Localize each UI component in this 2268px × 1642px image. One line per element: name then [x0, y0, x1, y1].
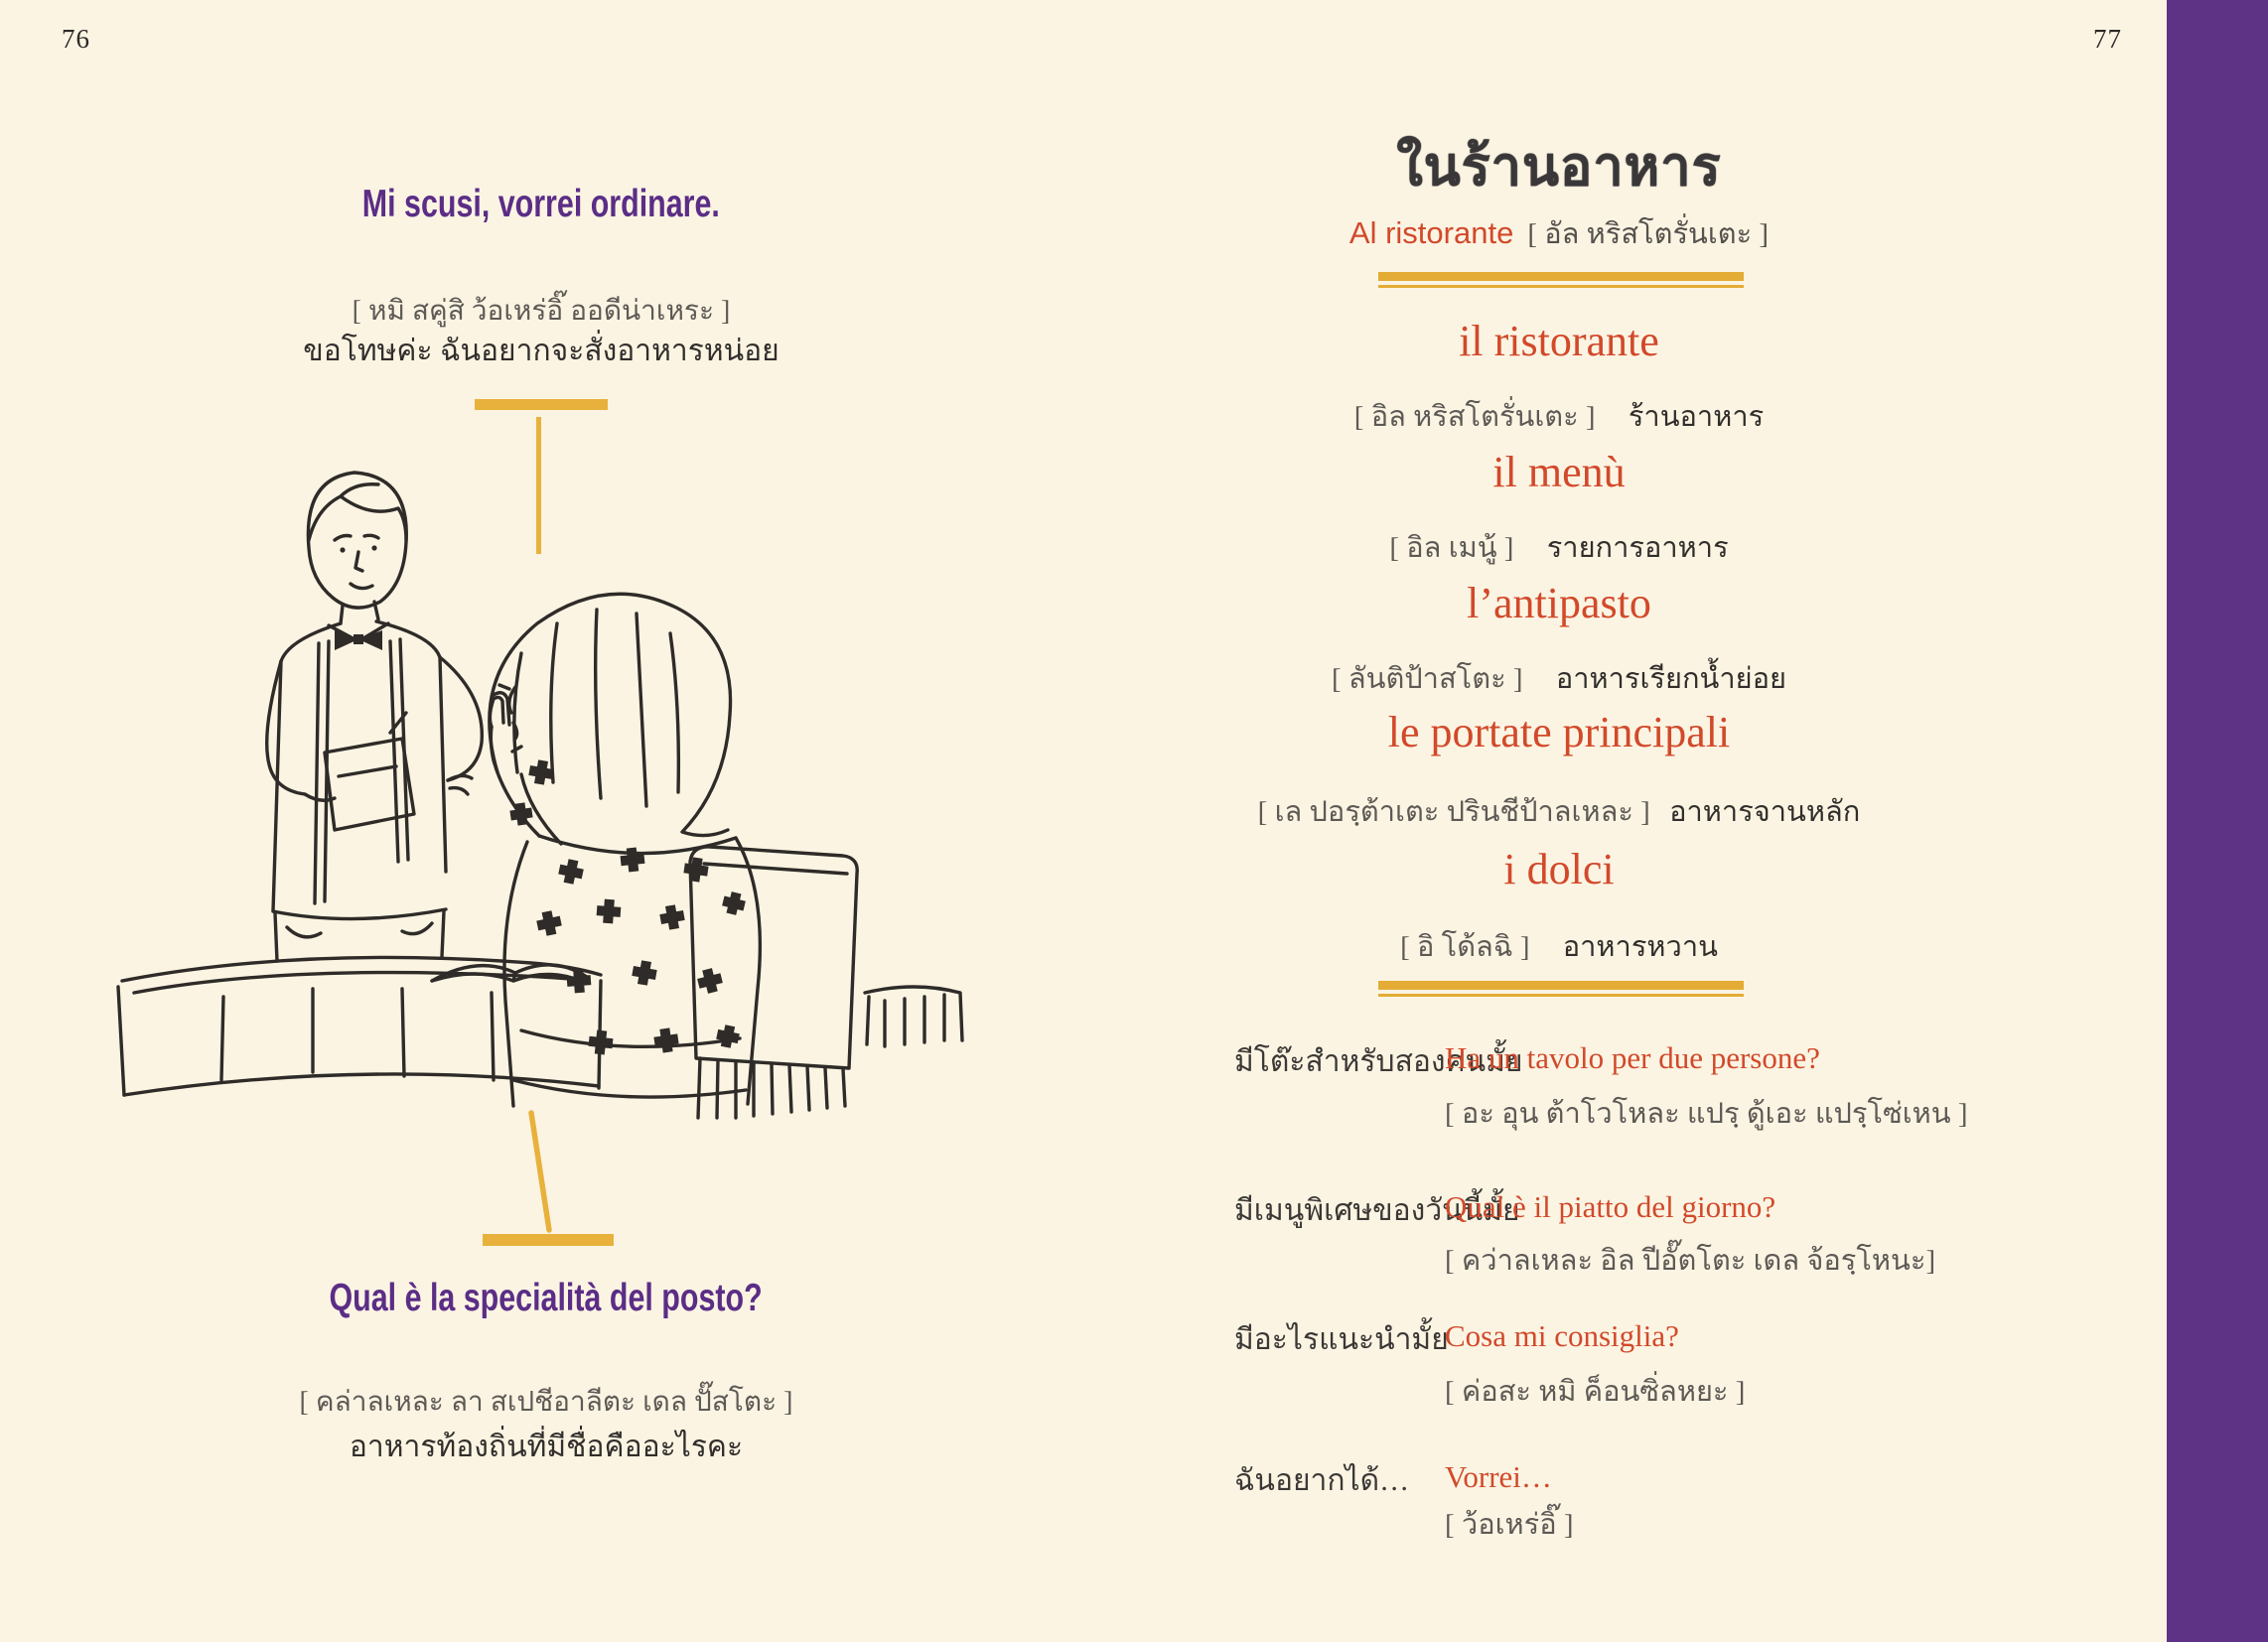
vocab-detail [1162, 524, 1956, 570]
vocab-detail [1162, 393, 1956, 439]
phrase-pronunciation: [ อะ อุน ต้าโวโหละ แปรฺ ดู้เอะ แปรฺโซ่เหน ] [1445, 1098, 1968, 1130]
phrase-pronunciation: [ ค่อสะ หมิ ค็อนซิ่ลหยะ ] [1445, 1376, 1746, 1408]
vocab-pronunciation: [ ลันติป้าสโตะ ] [1331, 663, 1523, 695]
dialog-bottom-thai: อาหารท้องถิ่นที่มีชื่อคืออะไรคะ [349, 1431, 744, 1463]
rule-thick-line [1378, 981, 1744, 990]
rule-thick-line [1378, 272, 1744, 281]
vocab-pronunciation: [ อิล หริสโตรั่นเตะ ] [1353, 401, 1596, 433]
table-drawing [118, 957, 601, 1095]
section-rule-top [1378, 272, 1744, 292]
illustration-waiter-customer [104, 445, 968, 1120]
vocab-thai-meaning: อาหารจานหลัก [1669, 796, 1861, 828]
vocab-pronunciation: [ อิล เมนู้ ] [1389, 532, 1514, 564]
blouse-cross-pattern [509, 758, 748, 1055]
vocab-detail [1162, 788, 1956, 834]
vocab-thai-meaning: อาหารเรียกน้ำย่อย [1555, 663, 1787, 695]
spine-band [2167, 0, 2268, 1642]
dialog-top-pronunciation: [ หมิ สคู่สิ ว้อเหร่อิ๊ ออดีน่าเหระ ] [352, 296, 731, 327]
phrase-italian: Vorrei… [1445, 1459, 1552, 1494]
vocab-word: il ristorante [1459, 317, 1659, 365]
vocab-word: le portate principali [1387, 708, 1731, 756]
phrase-thai: มีอะไรแนะนำมั้ย [1234, 1323, 1449, 1356]
chapter-subtitle-pronunciation: [ อัล หริสโตรั่นเตะ ] [1527, 218, 1770, 250]
vocab-detail [1162, 655, 1956, 701]
chapter-title [1162, 123, 1956, 208]
chapter-title-thai: ในร้านอาหาร [1396, 135, 1722, 198]
chapter-subtitle [1162, 210, 1956, 256]
page-number-left: 76 [62, 24, 90, 54]
chair-drawing [690, 847, 962, 1118]
dialog-bottom-italian-heading [144, 1277, 948, 1320]
dialog-top-italian-text: Mi scusi, vorrei ordinare. [361, 183, 721, 225]
dialog-bottom-italian-text: Qual è la specialità del posto? [329, 1277, 764, 1319]
phrase-italian: Ha un tavolo per due persone? [1445, 1040, 1820, 1075]
phrase-thai: ฉันอยากได้… [1234, 1464, 1410, 1497]
section-rule-bottom [1378, 981, 1744, 1001]
vocab-word: il menù [1492, 448, 1626, 496]
vocab-thai-meaning: รายการอาหาร [1546, 532, 1729, 564]
vocab-pronunciation: [ อิ โด้ลฉิ ] [1400, 931, 1530, 963]
vocab-word: l’antipasto [1467, 579, 1651, 627]
illustration-svg [104, 445, 968, 1120]
vocab-thai-meaning: ร้านอาหาร [1628, 401, 1765, 433]
rule-thin-line [1378, 285, 1744, 288]
chapter-subtitle-italian: Al ristorante [1348, 215, 1514, 250]
phrase-thai: มีเมนูพิเศษของวันนี้มั้ย [1234, 1194, 1520, 1227]
phrase-pronunciation: [ คว่าลเหละ อิล ปีอั๊ตโตะ เดล จ้อรฺโหนะ] [1445, 1245, 1936, 1277]
dialog-bottom-pronunciation: [ คล่าลเหละ ลา สเปชีอาลีตะ เดล ปั๊สโตะ ] [299, 1387, 793, 1418]
page-number-right: 77 [2093, 24, 2122, 54]
phrase-italian: Qual è il piatto del giorno? [1445, 1189, 1776, 1224]
speech-pointer-bar-top [475, 399, 608, 410]
phrase-pronunciation: [ ว้อเหร่อิ๊ ] [1445, 1509, 1574, 1541]
vocab-detail [1162, 923, 1956, 969]
speech-pointer-bar-bottom [483, 1234, 614, 1246]
vocab-word: i dolci [1503, 845, 1615, 893]
vocab-pronunciation: [ เล ปอรฺต้าเตะ ปรินชีป้าลเหละ ] [1257, 796, 1650, 828]
phrase-italian: Cosa mi consiglia? [1445, 1318, 1679, 1353]
customer-drawing [490, 594, 761, 1106]
rule-thin-line [1378, 994, 1744, 997]
dialog-top-thai: ขอโทษค่ะ ฉันอยากจะสั่งอาหารหน่อย [303, 335, 780, 367]
vocab-thai-meaning: อาหารหวาน [1562, 931, 1718, 963]
phrase-thai: มีโต๊ะสำหรับสองคนมั้ย [1234, 1045, 1523, 1078]
speech-pointer-line-bottom [511, 1107, 571, 1236]
dialog-top-italian-heading [144, 183, 938, 226]
waiter-drawing [267, 473, 483, 961]
